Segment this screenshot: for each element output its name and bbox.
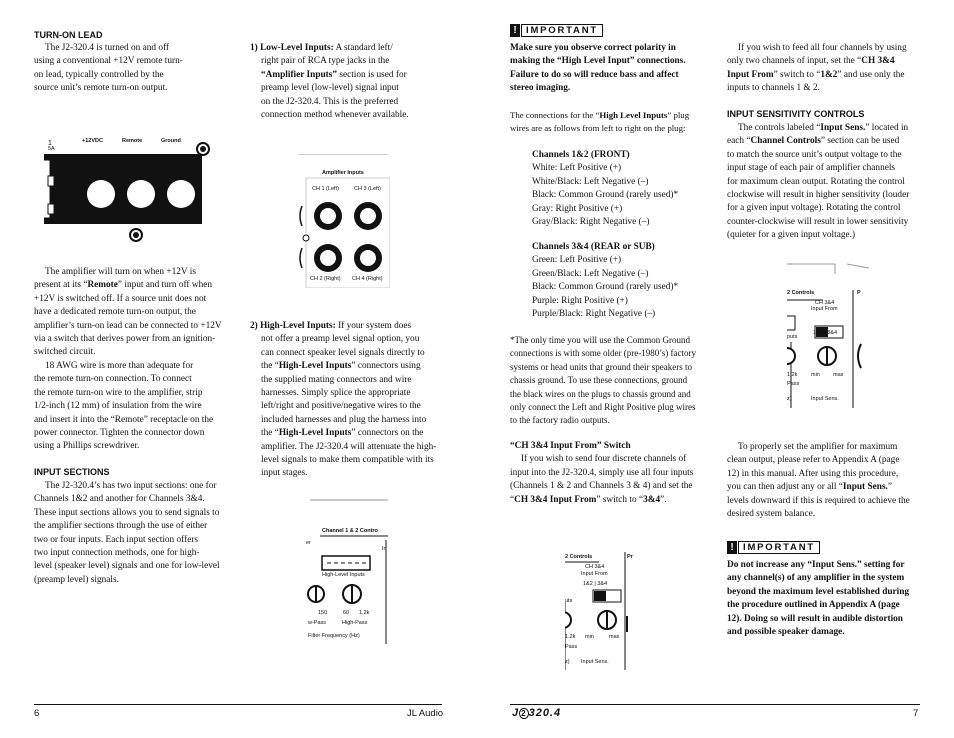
controls-lowpass: w-Pass [308,620,327,626]
label-12vdc: +12VDC [82,138,103,144]
switch-input-sens: Input Sens. [581,659,609,665]
sens-title: 2 Controls [787,290,815,296]
controls-12k: 1.2k [359,610,370,616]
switch-pr: Pr [627,554,633,560]
amp-turn-on-paragraph: The amplifier will turn on when +12V is present at its “Remote” input and turn off when +12V is switched off. If a source unit does not have a dedicated remote turn-on output, the amplifier’s turn-on lead can be connected to +12V via a switch that derives power from an ignition- switched circuit. [34,267,222,358]
controls-title: Channel 1 & 2 Contro [322,528,378,534]
connections-intro: The connections for the “High Level Inputs” plug wires are as follows from left to right on the plug: [510,110,690,134]
switch-positions: 1&2 | 3&4 [583,581,608,587]
awg-paragraph: 18 AWG wire is more than adequate for the remote turn-on connection. To connect the remote turn-on wire to the amplifier, strip 1/2-inch (12 mm) of insulation from the wire and insert it into the “Remote” receptacle on the power connector. Tighten the connector down using a Phillips screwdriver. [34,361,214,452]
list-item: Gray/Black: Right Negative (–) [532,217,650,228]
terminal-drawing [44,132,214,244]
controls-highpass: High-Pass [342,620,368,626]
rca-title: Amplifier Inputs [322,170,364,176]
list-item: Green: Left Positive (+) [532,255,622,266]
input-from-switch-figure [565,552,645,670]
right-page-number: 7 [913,708,919,719]
switch-max: max [609,634,620,640]
sens-puts: puts [787,334,798,340]
switch-uts: uts [565,598,573,604]
alert-icon: ! [510,24,520,37]
rca-ch4: CH 4 (Right) [352,276,383,282]
terminal-amp: 5A [48,146,55,152]
label-remote: Remote [122,138,143,144]
switch-pass: Pass [565,644,578,650]
power-terminal-figure [44,132,214,244]
sens-min: min [811,372,820,378]
controls-high-level: High-Level Inputs [322,572,365,578]
sens-from-2: Input From [811,306,838,312]
list-item: Green/Black: Left Negative (–) [532,268,649,279]
list-item: Black: Common Ground (rarely used)* [532,282,679,293]
sens-from-1: CH 3&4 [815,300,835,306]
controls-in: In [382,546,387,552]
important-banner-bottom [727,541,820,554]
terminal-number: 1 [48,140,52,147]
list-item: Black: Common Ground (rarely used)* [532,190,679,201]
controls-60: 60 [343,610,350,616]
two-channel-paragraph: If you wish to feed all four channels by using only two channels of input, set the “CH 3&4 Input From” switch to “1&2” and use only the inputs to channels 1 & 2. [727,43,907,94]
switch-12k: 1.2k [565,634,576,640]
common-ground-footnote: *The only time you will use the Common Ground connections is with some older (pre-1980’s) factory systems or head units that ground their speakers to chassis ground. To use these connections, ground the black wires on the plugs to chassis ground and only connect the Left and Right Positive plug wires to the factory radio outputs. [510,335,696,426]
important-label: IMPORTANT [521,24,603,37]
list-item: White: Left Positive (+) [532,163,622,174]
left-footer-brand: JL Audio [407,708,444,719]
rca-ch3: CH 3 (Left) [354,186,381,192]
switch-title: 2 Controls [565,554,593,560]
rca-ch2: CH 2 (Right) [310,276,341,282]
high-level-inputs-paragraph: 2) High-Level Inputs: If your system does not offer a preamp level signal option, you can connect speaker level signals directly to the “High-Level Inputs” connectors using the supplied mating connectors and wire harnesses. Simply splice the appropriate left/right and positive/negative wires to the included harnesses and plug the harness into the “High-Level Inputs” connectors on the amplifier. The J2-320.4 will attenuate the high- level signals to make them compatible with its input stages. [250,321,437,479]
sens-input-sens: Input Sens. [811,396,839,402]
switch-section: “CH 3&4 Input From” Switch If you wish to send four discrete channels of input into the J2-320.4, simply use all four inputs (Channels 1 & 2 and Channels 3 & 4) and set the “CH 3&4 Input From” switch to “3&4”. [510,441,694,505]
important-label: IMPORTANT [738,541,820,554]
input-sections-paragraph: The J2-320.4’s has two input sections: one for Channels 1&2 and another for Channels 3&4. These input sections allows you to send signals to the amplifier sections through the use of either two or four inputs. Each input section offers two input connection methods, one for high- level (speaker level) signals and one for low-level (preamp level) signals. [34,481,220,585]
list-item: Gray: Right Positive (+) [532,203,623,214]
switch-min: min [585,634,594,640]
registered-icon: 2 [521,709,527,718]
polarity-warning: Make sure you observe correct polarity in making the “High Level Input” connections. Failure to do so will reduce bass and affect stereo imaging. [510,43,686,94]
model-logo: J 2 320.4 [512,707,562,719]
sens-12k: 1.2k [787,372,798,378]
right-footer-rule [510,704,920,705]
sens-p: P [857,290,861,296]
important-banner-top [510,24,603,37]
list-item: Purple/Black: Right Negative (–) [532,309,656,320]
left-page-number: 6 [34,708,40,719]
switch-z: z) [565,659,570,665]
input-sensitivity-heading: INPUT SENSITIVITY CONTROLS [727,109,865,119]
front-channels-list: Channels 1&2 (FRONT) White: Left Positive (+) White/Black: Left Negative (–) Black: Common Ground (rarely used)* Gray: Right Positive (+) Gray/Black: Right Negative (–) [532,149,722,229]
list-item: Purple: Right Positive (+) [532,295,628,306]
sens-positions: 1&2 | 3&4 [813,330,838,336]
rca-ch1: CH 1 (Left) [312,186,339,192]
sens-z: z) [787,396,792,402]
turn-on-intro: The J2-320.4 is turned on and off using a conventional +12V remote turn- on lead, typically controlled by the source unit’s remote turn-on output. [34,43,183,94]
channel-controls-figure [306,498,390,644]
controls-filter-frequency: Filter Frequency (Hz) [308,633,360,639]
low-level-inputs-paragraph: 1) Low-Level Inputs: A standard left/ right pair of RCA type jacks in the “Amplifier Inputs” section is used for preamp level (low-level) signal input on the J2-320.4. This is the preferred connection method whenever available. [250,43,409,121]
controls-150: 150 [318,610,328,616]
input-sens-figure [787,260,869,408]
sens-max: max [833,372,844,378]
input-sensitivity-paragraph: The controls labeled “Input Sens.” located in each “Channel Controls” section can be used to match the source unit’s output voltage to the input stage of each pair of amplifier channels for maximum clean output. Rotating the control clockwise will result in higher sensitivity (louder for a given input voltage). Rotating the control counter-clockwise will result in lower sensitivity (quieter for a given input voltage.) [727,123,910,241]
alert-icon: ! [727,541,737,554]
sens-warning: Do not increase any “Input Sens.” setting for any channel(s) of any amplifier in the system beyond the maximum level established during the procedure outlined in Appendix A (page 12). Doing so will result in audible distortion and possible speaker damage. [727,560,910,638]
rca-inputs-figure [298,154,390,288]
set-amplifier-paragraph: To properly set the amplifier for maximum clean output, please refer to Appendix A (page 12) in this manual. After using this procedure, you can then adjust any or all “Input Sens.” levels downward if this is required to achieve the desired system balance. [727,442,910,520]
right-page [477,0,954,738]
switch-from-2: Input From [581,571,608,577]
sens-pass: Pass [787,381,800,387]
left-footer-rule [34,704,442,705]
rear-channels-list: Channels 3&4 (REAR or SUB) Green: Left Positive (+) Green/Black: Left Negative (–) Black: Common Ground (rarely used)* Purple: Right Positive (+) Purple/Black: Right Negative (–) [532,241,722,321]
switch-from-1: CH 3&4 [585,564,605,570]
list-item: White/Black: Left Negative (–) [532,176,649,187]
label-ground: Ground [161,138,181,144]
input-sections-heading: INPUT SECTIONS [34,467,110,477]
switch-drawing [565,552,645,670]
turn-on-heading: TURN-ON LEAD [34,30,103,40]
controls-er: er [306,540,311,546]
